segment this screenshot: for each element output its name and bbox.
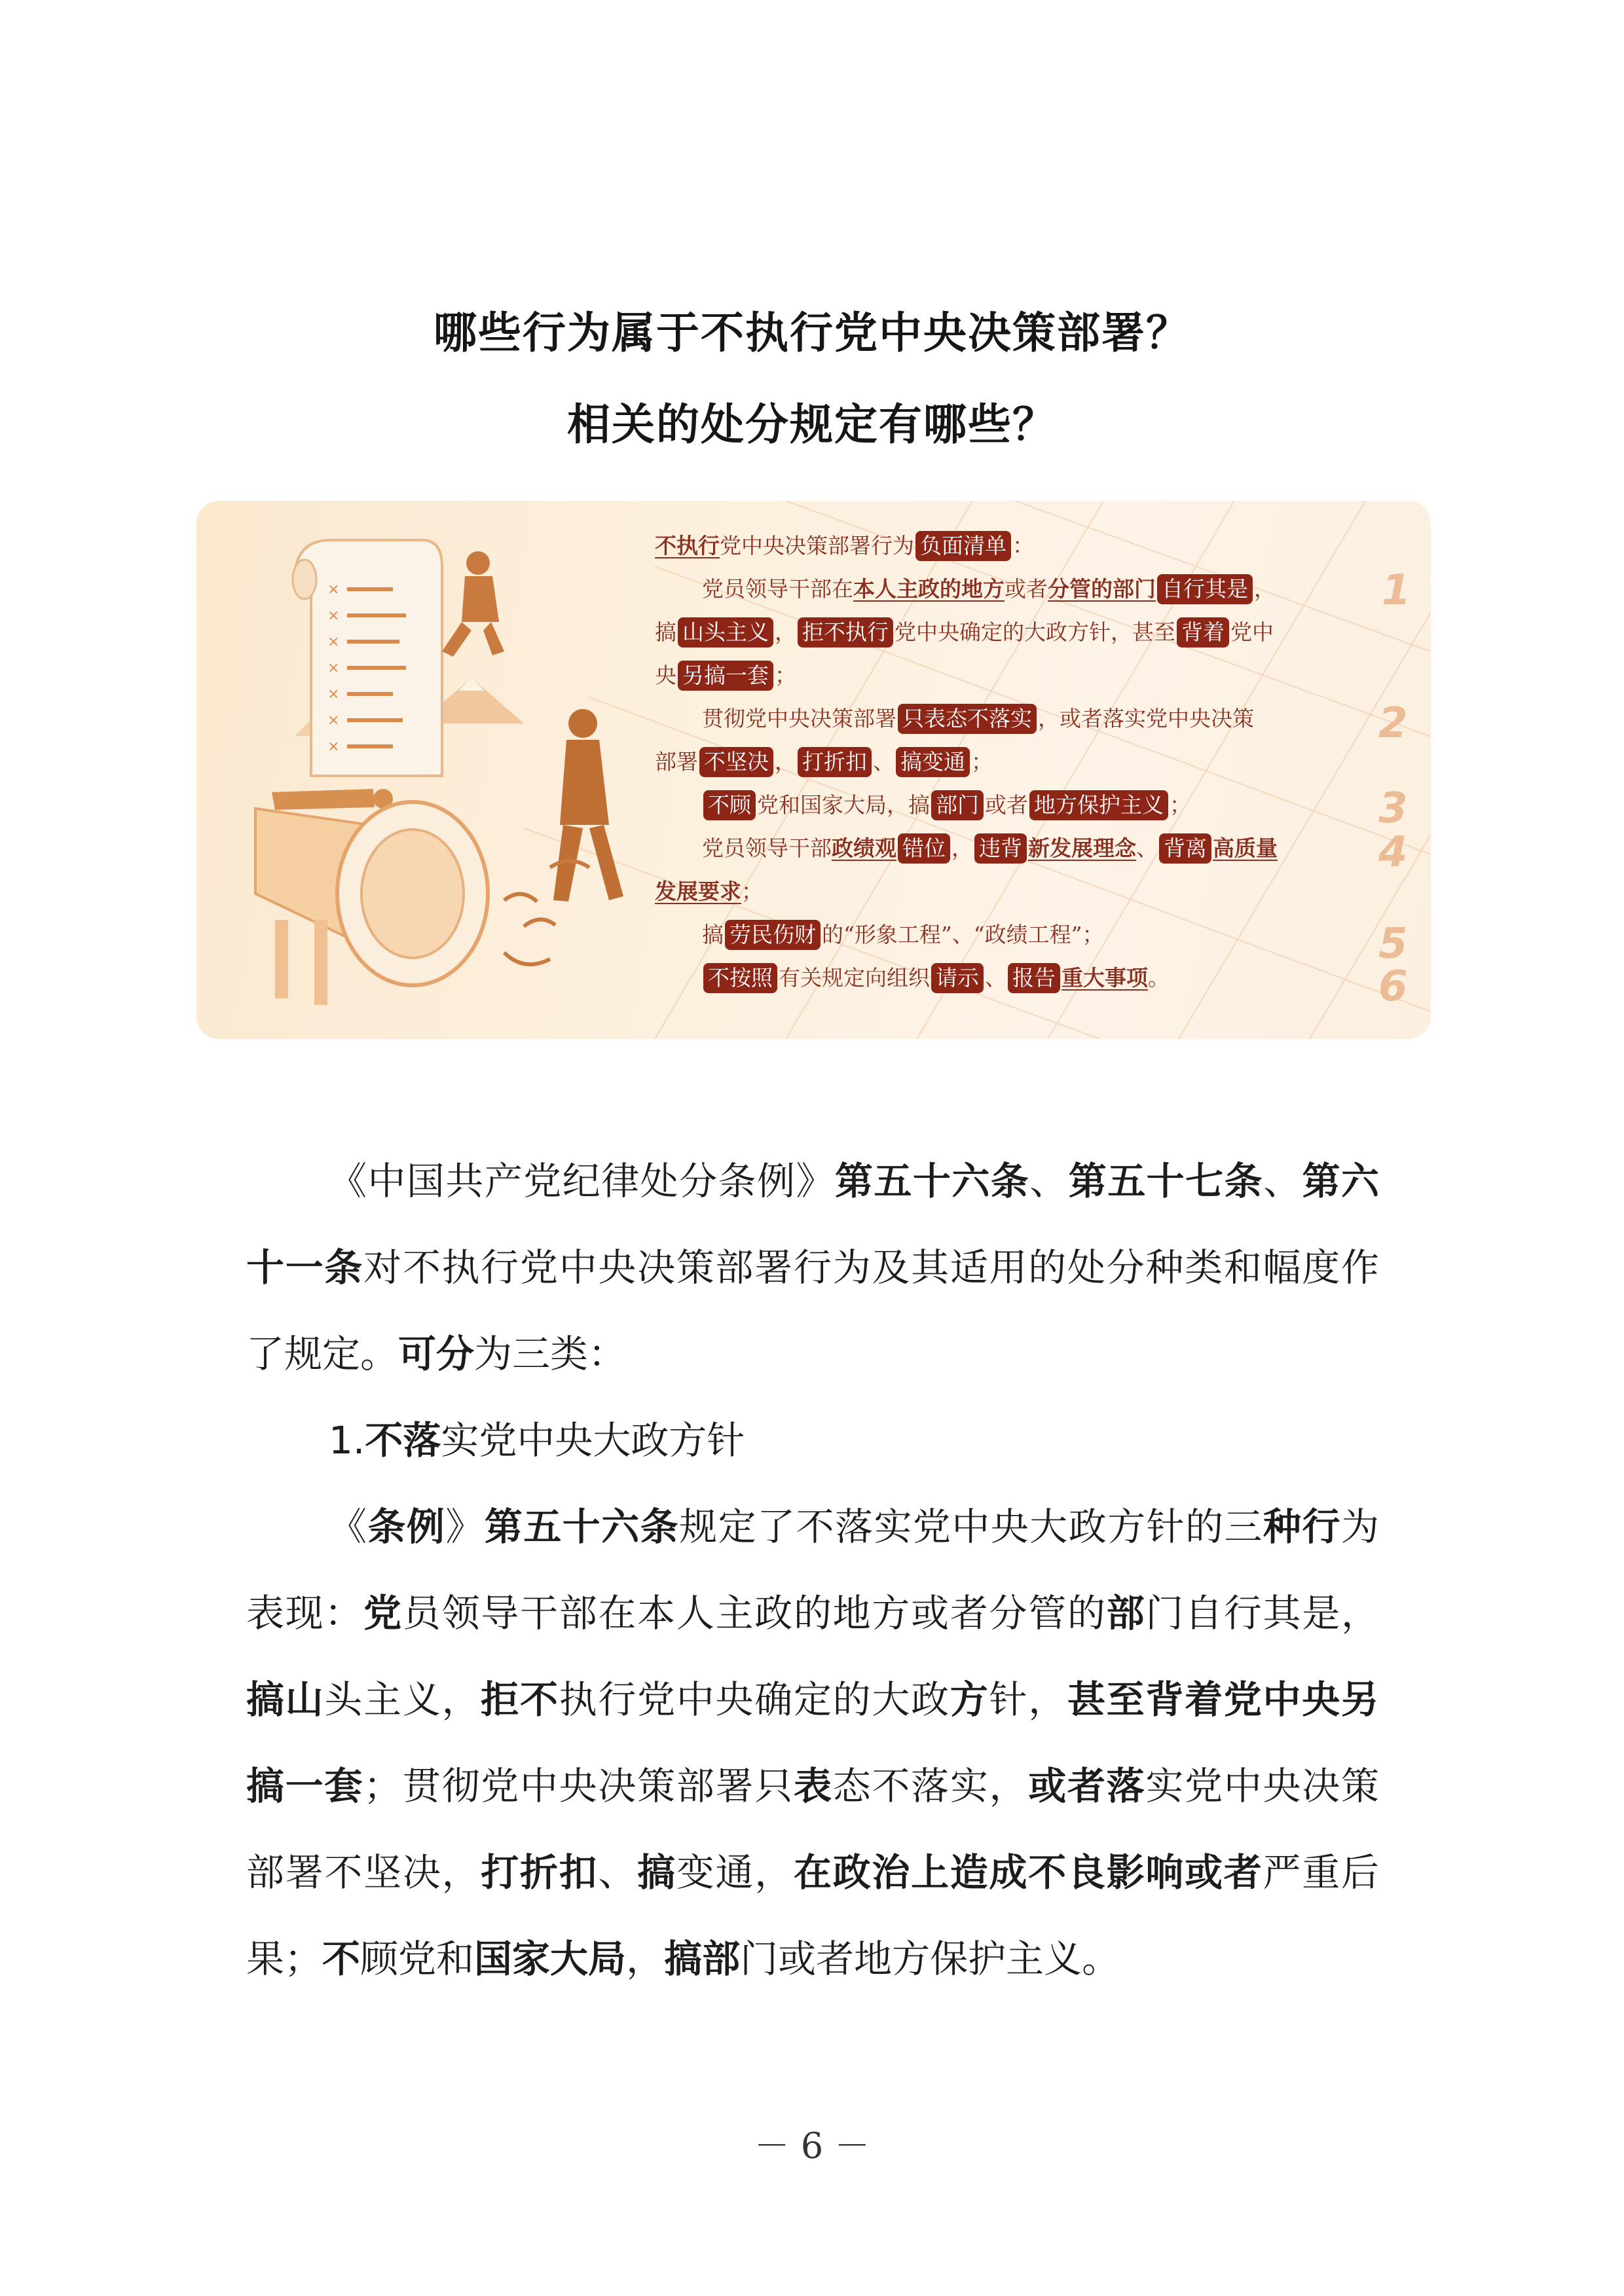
text-run: 实党中央大政方针 xyxy=(441,1418,745,1463)
negative-list-row xyxy=(655,611,1369,654)
highlight-tag: 部门 xyxy=(931,790,984,820)
highlight-tag: 背离 xyxy=(1159,833,1211,864)
bold-text-run: 第五十七条 xyxy=(1068,1159,1264,1203)
underlined-phrase: 重大事项 xyxy=(1061,965,1148,991)
bold-text-run: 党 xyxy=(363,1591,403,1635)
bold-text-run: 第五十六条 xyxy=(834,1159,1030,1203)
text-segment: 部署 xyxy=(655,749,698,774)
text-run: 顾党和 xyxy=(360,1937,475,1981)
paragraph-regulation-overview xyxy=(246,1138,1379,1397)
svg-text:×: × xyxy=(327,686,340,702)
highlight-tag: 不顾 xyxy=(703,790,756,820)
text-segment: ； xyxy=(1170,792,1191,818)
underlined-phrase: 发展要求 xyxy=(655,879,741,904)
bold-text-run: 打折扣 xyxy=(481,1850,599,1895)
highlight-tag: 负面清单 xyxy=(915,531,1011,561)
paragraph-article-56 xyxy=(246,1484,1379,2002)
text-segment: ，或者落实党中央决策 xyxy=(1038,706,1254,731)
text-segment: 党员领导干部 xyxy=(702,835,832,861)
underlined-phrase: 本人主政的地方 xyxy=(853,576,1005,602)
text-segment: 、 xyxy=(873,749,895,774)
text-run: 规定了不落实党中央大政方针的三 xyxy=(679,1504,1264,1549)
item-number-2: 2 xyxy=(1378,699,1408,748)
text-run: 》 xyxy=(445,1504,485,1549)
item-number-5: 5 xyxy=(1378,920,1408,968)
highlight-tag: 劳民伤财 xyxy=(725,920,821,950)
text-segment: 党中 xyxy=(1230,619,1274,645)
text-segment: 或者 xyxy=(985,792,1028,818)
item-number-3: 3 xyxy=(1378,784,1408,833)
highlight-tag: 地方保护主义 xyxy=(1029,790,1168,820)
text-segment: 党和国家大局，搞 xyxy=(757,792,930,818)
bold-text-run: 或者落 xyxy=(1028,1764,1146,1808)
text-segment: ； xyxy=(741,879,763,904)
text-run: 、 xyxy=(1029,1159,1069,1203)
text-segment: ， xyxy=(775,619,796,645)
text-segment: 、 xyxy=(985,965,1006,991)
body-text xyxy=(246,1138,1379,2002)
bold-text-run: 搞 xyxy=(637,1850,676,1895)
negative-list-row xyxy=(655,827,1369,870)
bold-text-run: 第五十六条 xyxy=(484,1504,680,1549)
highlight-tag: 不坚决 xyxy=(699,747,773,777)
svg-text:×: × xyxy=(327,581,340,598)
text-run: 员领导干部在本人主政的地方或者分管的 xyxy=(402,1591,1107,1635)
text-run: 执行党中央确定的大政 xyxy=(559,1677,950,1722)
text-run: 头主义， xyxy=(324,1677,481,1722)
highlight-tag: 请示 xyxy=(931,963,984,993)
negative-list-row xyxy=(655,957,1369,1000)
text-segment: ： xyxy=(1012,533,1034,558)
highlight-tag: 只表态不落实 xyxy=(898,704,1037,734)
text-run: 态不落实， xyxy=(832,1764,1029,1808)
text-run: 、 xyxy=(598,1850,638,1895)
text-run: 为三类： xyxy=(474,1332,627,1376)
highlight-tag: 另搞一套 xyxy=(678,661,773,691)
text-run: 、 xyxy=(1263,1159,1302,1203)
svg-text:×: × xyxy=(327,738,340,755)
bold-text-run: 搞部 xyxy=(664,1937,741,1981)
underlined-phrase: 分管的部门 xyxy=(1048,576,1156,602)
bold-text-run: 国家大局 xyxy=(474,1937,627,1981)
infographic-panel xyxy=(196,501,1431,1039)
bold-text-run: 部 xyxy=(1106,1591,1146,1635)
bold-text-run: 表 xyxy=(793,1764,833,1808)
negative-list-row xyxy=(655,784,1369,827)
highlight-tag: 报告 xyxy=(1008,963,1060,993)
highlight-tag: 错位 xyxy=(898,833,950,864)
text-run: 门自行其是， xyxy=(1145,1591,1379,1635)
underlined-phrase: 新发展理念 xyxy=(1028,835,1136,861)
text-run: 变通， xyxy=(676,1850,794,1895)
text-run: ， xyxy=(626,1937,665,1981)
highlight-tag: 背着 xyxy=(1177,617,1229,647)
text-segment: ， xyxy=(1254,576,1276,602)
text-segment: 党员领导干部在 xyxy=(702,576,853,602)
text-segment: 贯彻党中央决策部署 xyxy=(702,706,896,731)
bold-text-run: 方 xyxy=(950,1677,989,1722)
highlight-tag: 打折扣 xyxy=(798,747,872,777)
text-run: 为表现： xyxy=(246,1504,1379,1635)
highlight-tag: 搞变通 xyxy=(896,747,970,777)
text-segment: 党中央确定的大政方针，甚至 xyxy=(895,619,1175,645)
megaphone-illustration xyxy=(196,501,655,1039)
bold-text-run: 条例 xyxy=(367,1504,446,1549)
underlined-phrase: 高质量 xyxy=(1213,835,1278,861)
text-segment: 或者 xyxy=(1005,576,1048,602)
text-segment: ； xyxy=(775,663,796,688)
bold-text-run: 第六十一条 xyxy=(246,1159,1379,1290)
text-run: 实党中央决策部署不坚决， xyxy=(246,1764,1379,1895)
text-segment: 党中央决策部署行为 xyxy=(720,533,914,558)
document-title-line-2: 相关的处分规定有哪些？ xyxy=(567,399,1057,450)
bold-text-run: 不落 xyxy=(365,1418,441,1463)
text-run: ；贯彻党中央决策部署只 xyxy=(363,1764,794,1808)
text-run: 《 xyxy=(329,1504,368,1549)
text-run: 门或者地方保护主义。 xyxy=(740,1937,1120,1981)
highlight-tag: 山头主义 xyxy=(678,617,773,647)
bold-text-run: 种行 xyxy=(1263,1504,1341,1549)
text-run: 针， xyxy=(989,1677,1067,1722)
highlight-tag: 违背 xyxy=(974,833,1027,864)
section-heading-1 xyxy=(246,1397,1379,1484)
text-segment: ； xyxy=(971,749,993,774)
text-segment: ， xyxy=(951,835,973,861)
svg-text:×: × xyxy=(327,712,340,729)
underlined-phrase: 政绩观 xyxy=(832,835,896,861)
text-segment: 、 xyxy=(1136,835,1158,861)
text-segment: 搞 xyxy=(655,619,676,645)
negative-list-row xyxy=(655,870,1369,913)
negative-list-row xyxy=(655,654,1369,697)
svg-text:×: × xyxy=(327,660,340,676)
svg-text:×: × xyxy=(327,634,340,650)
text-segment: 搞 xyxy=(702,922,724,947)
negative-list-row xyxy=(655,524,1369,568)
text-segment: 的“形象工程”、“政绩工程”； xyxy=(822,922,1104,947)
text-segment: ， xyxy=(775,749,796,774)
negative-list-row xyxy=(655,697,1369,740)
bold-text-run: 甚至背着党中央另搞一套 xyxy=(246,1677,1379,1808)
bold-text-run: 搞山 xyxy=(246,1677,325,1722)
underlined-phrase: 不执行 xyxy=(655,533,720,558)
page-number: － 6 － xyxy=(754,2125,870,2166)
negative-list xyxy=(655,524,1369,1000)
text-run: 《中国共产党纪律处分条例》 xyxy=(329,1159,835,1203)
item-number-1: 1 xyxy=(1382,566,1411,615)
bold-text-run: 在政治上造成不良影响或者 xyxy=(793,1850,1263,1895)
negative-list-row xyxy=(655,568,1369,611)
text-segment: 有关规定向组织 xyxy=(779,965,930,991)
bold-text-run: 不 xyxy=(322,1937,361,1981)
text-run: 1. xyxy=(329,1418,365,1463)
svg-text:×: × xyxy=(327,608,340,624)
item-number-6: 6 xyxy=(1378,962,1408,1011)
bold-text-run: 拒不 xyxy=(481,1677,559,1722)
highlight-tag: 拒不执行 xyxy=(798,617,893,647)
item-number-4: 4 xyxy=(1378,828,1408,877)
text-segment: 。 xyxy=(1148,965,1170,991)
document-title-line-1: 哪些行为属于不执行党中央决策部署？ xyxy=(434,308,1190,358)
text-segment: 央 xyxy=(655,663,676,688)
highlight-tag: 不按照 xyxy=(703,963,777,993)
negative-list-row xyxy=(655,740,1369,784)
bold-text-run: 可分 xyxy=(398,1332,475,1376)
text-run: 严重后果； xyxy=(246,1850,1379,1981)
text-run: 对不执行党中央决策部署行为及其适用的处分种类和幅度作了规定。 xyxy=(246,1245,1379,1376)
highlight-tag: 自行其是 xyxy=(1157,574,1253,604)
negative-list-row xyxy=(655,913,1369,957)
